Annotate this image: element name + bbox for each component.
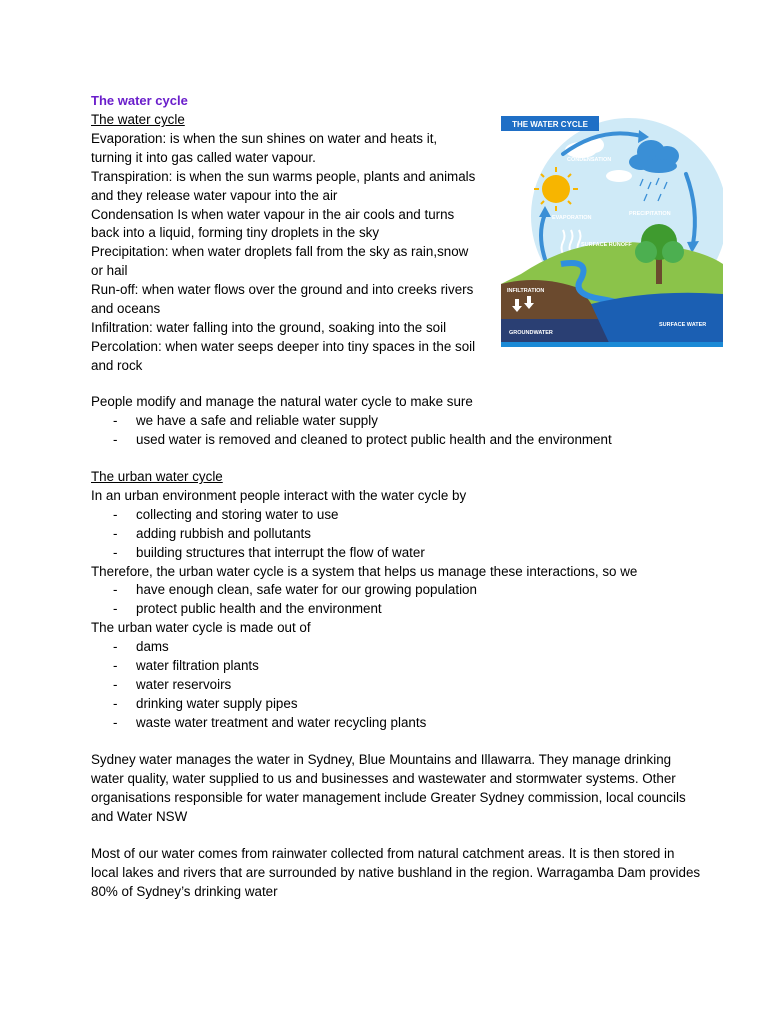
list-item: - we have a safe and reliable water supply [113,412,378,428]
water-cycle-definitions [91,130,475,376]
figure-title: THE WATER CYCLE [512,120,588,129]
list-item: - used water is removed and cleaned to protect public health and the environment [113,431,612,447]
text-line: and they release water vapour into the air [91,187,338,203]
text-line: Transpiration: is when the sun warms people, plants and animals [91,168,476,184]
label-condensation: CONDENSATION [567,157,612,163]
list-item: - waste water treatment and water recycling plants [113,714,427,730]
text-line: Evaporation: is when the sun shines on water and heats it, [91,130,438,146]
ocean [591,293,723,347]
list-item: - water filtration plants [113,658,259,674]
text-line: Condensation Is when water vapour in the air cools and turns [91,206,455,222]
list-item: - drinking water supply pipes [113,695,298,711]
paragraph-sydney-water: Sydney water manages the water in Sydney, Blue Mountains and Illawarra. They manage drinking water quality, water supplied to us and businesses and wastewater and stormwater systems. Other organisations responsible for water management include Greater Sydney commission, local councils and Water NSW [91,752,686,824]
urban-made-of: The urban water cycle is made out of [91,620,311,636]
label-precipitation: PRECIPITATION [629,211,671,217]
section-modify [91,393,612,450]
label-surface-water: SURFACE WATER [659,322,707,328]
text-line: Infiltration: water falling into the ground, soaking into the soil [91,319,447,335]
text-line: or hail [91,263,128,279]
bottom-strip [501,342,723,347]
section-title-urban-water-cycle: The urban water cycle [91,469,223,484]
modify-intro: People modify and manage the natural water cycle to make sure [91,394,473,409]
text-line: Percolation: when water seeps deeper into tiny spaces in the soil [91,338,476,354]
section-water-cycle [91,111,475,376]
text-line: Precipitation: when water droplets fall from the sky as rain,snow [91,244,469,260]
label-groundwater: GROUNDWATER [509,330,553,336]
document-heading: The water cycle [91,93,188,108]
list-item: - dams [113,639,169,655]
water-cycle-diagram [501,114,723,347]
label-surface-runoff: SURFACE RUNOFF [581,242,632,248]
list-item: - have enough clean, safe water for our growing population [113,582,477,598]
text-line: turning it into gas called water vapour. [91,149,316,165]
list-item: - building structures that interrupt the flow of water [113,544,425,560]
list-item: - collecting and storing water to use [113,506,339,522]
water-cycle-illustration [501,114,723,347]
urban-intro: In an urban environment people interact with the water cycle by [91,487,467,503]
section-urban-water-cycle [91,468,637,733]
text-line: and rock [91,357,143,373]
paragraph-catchment: Most of our water comes from rainwater collected from natural catchment areas. It is then stored in local lakes and rivers that are surrounded by native bushland in the region. Warragamba Dam provides 80% of Sydney’s drinking water [91,846,701,899]
label-infiltration: INFILTRATION [507,288,545,294]
label-evaporation: EVAPORATION [552,215,592,221]
list-item: - water reservoirs [113,676,232,692]
urban-mid: Therefore, the urban water cycle is a system that helps us manage these interactions, so we [91,563,638,579]
text-line: and oceans [91,301,161,317]
section-title-water-cycle: The water cycle [91,112,185,127]
text-line: back into a liquid, forming tiny droplets in the sky [91,225,380,241]
list-item: - protect public health and the environment [113,601,382,617]
text-line: Run-off: when water flows over the ground and into creeks rivers [91,282,474,298]
list-item: - adding rubbish and pollutants [113,525,311,541]
